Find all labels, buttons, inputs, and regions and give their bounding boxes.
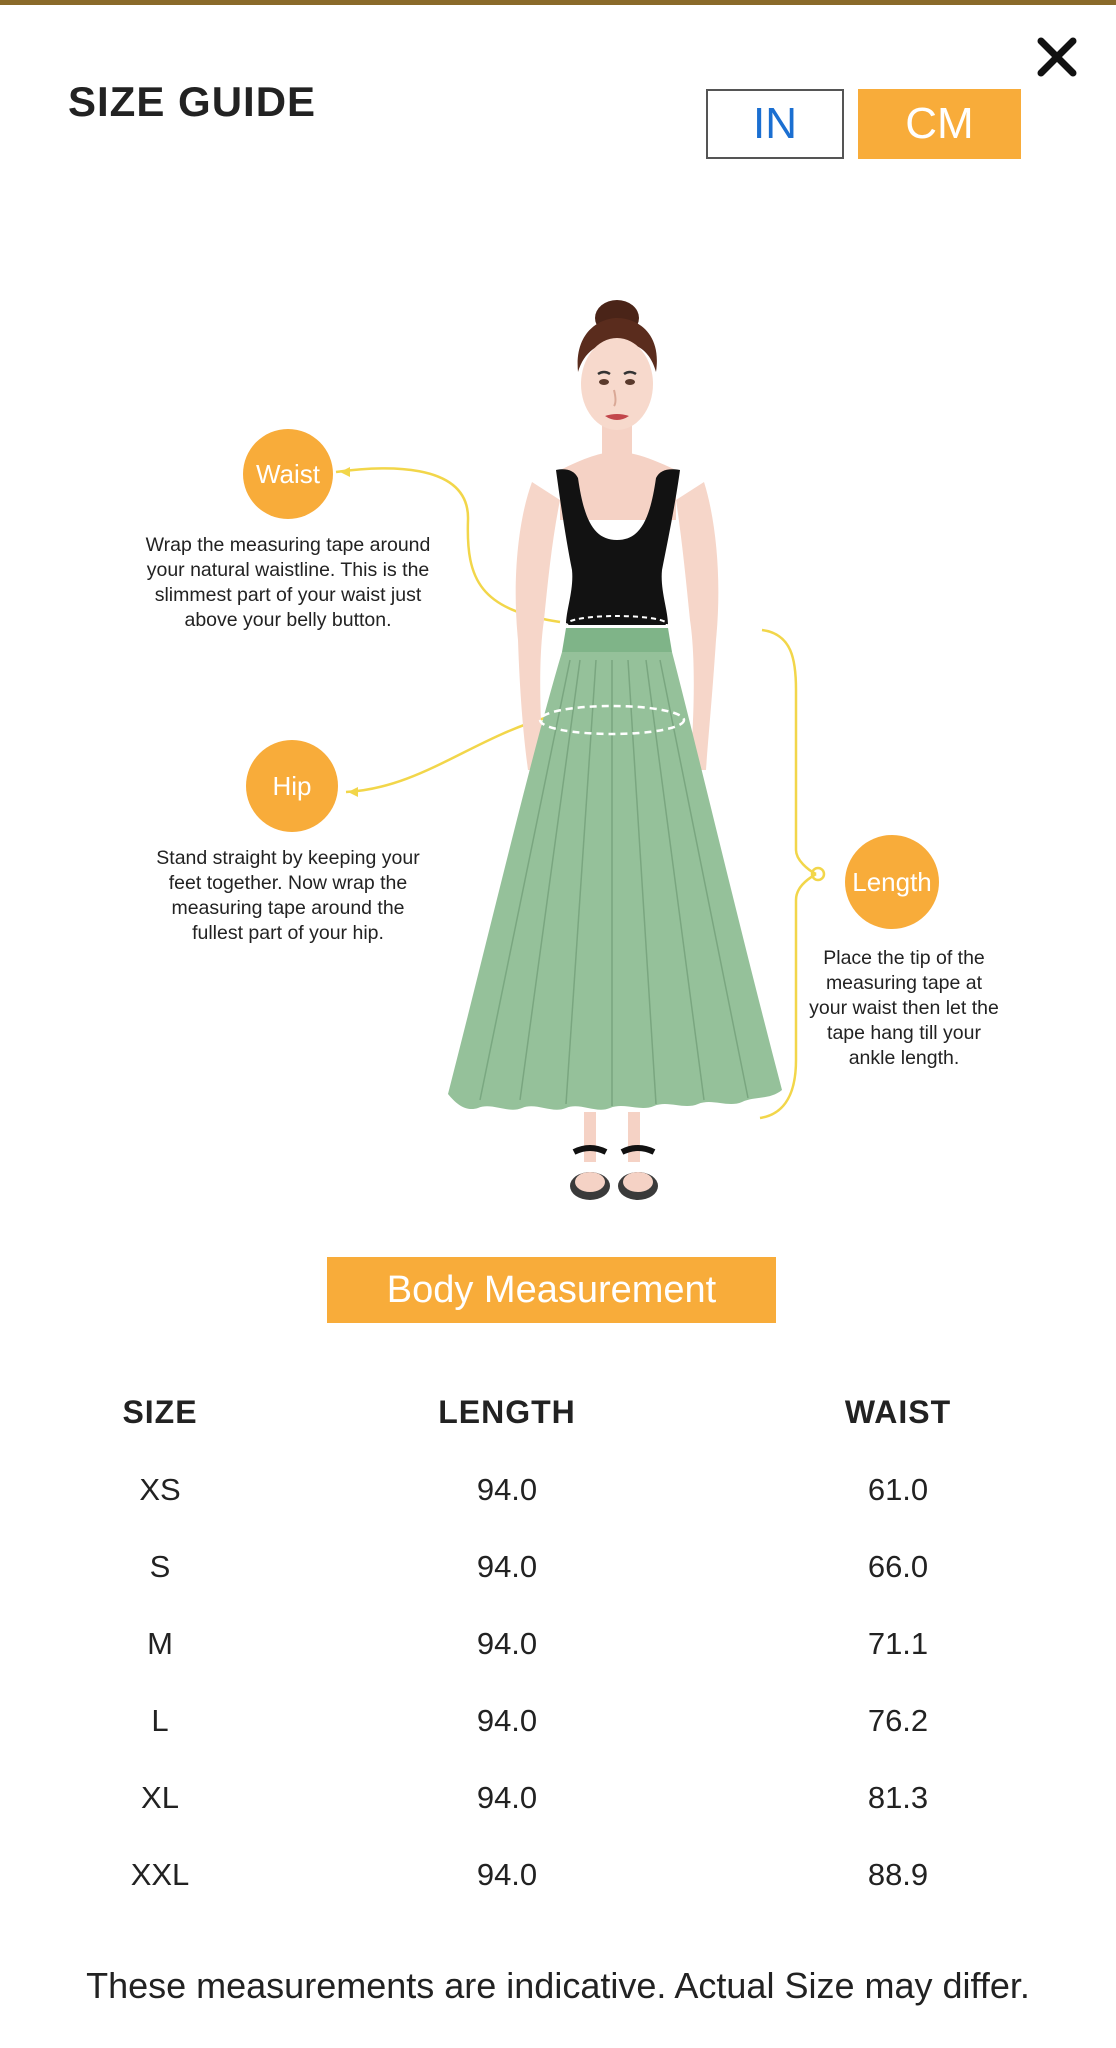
length-cell: 94.0 xyxy=(476,1780,538,1815)
table-header-waist: WAIST xyxy=(844,1394,952,1430)
unit-toggle-cm[interactable]: CM xyxy=(858,89,1021,159)
length-instruction: Place the tip of the measuring tape at your waist then let the tape hang till your ankle length. xyxy=(809,947,999,1069)
table-header-length: LENGTH xyxy=(438,1394,576,1430)
waist-cell: 66.0 xyxy=(867,1549,929,1584)
measurement-illustration xyxy=(0,280,1116,1220)
size-cell: XXL xyxy=(130,1857,190,1892)
hip-label-bubble: Hip xyxy=(246,740,338,832)
size-cell: M xyxy=(147,1626,173,1661)
table-row xyxy=(0,1452,1116,1529)
disclaimer-text: These measurements are indicative. Actual Size may differ. xyxy=(86,1965,1030,2006)
waist-cell: 88.9 xyxy=(867,1857,929,1892)
table-row xyxy=(0,1683,1116,1760)
hip-instruction: Stand straight by keeping your feet together. Now wrap the measuring tape around the fullest part of your hip. xyxy=(156,847,420,944)
close-button[interactable] xyxy=(1030,30,1084,84)
waist-cell: 81.3 xyxy=(867,1780,929,1815)
unit-toggle-in[interactable]: IN xyxy=(706,89,844,159)
table-row xyxy=(0,1760,1116,1837)
table-row xyxy=(0,1837,1116,1914)
waist-cell: 61.0 xyxy=(867,1472,929,1507)
table-row xyxy=(0,1529,1116,1606)
model-figure-image xyxy=(0,280,1116,1220)
size-cell: S xyxy=(149,1549,171,1584)
table-header-size: SIZE xyxy=(122,1394,198,1430)
size-cell: XL xyxy=(141,1780,179,1815)
body-measurement-label: Body Measurement xyxy=(327,1257,776,1323)
size-cell: L xyxy=(151,1703,169,1738)
waist-cell: 71.1 xyxy=(867,1626,929,1661)
length-cell: 94.0 xyxy=(476,1703,538,1738)
length-label-bubble: Length xyxy=(845,835,939,929)
close-icon xyxy=(1035,35,1079,79)
top-border xyxy=(0,0,1116,5)
waist-cell: 76.2 xyxy=(867,1703,929,1738)
length-cell: 94.0 xyxy=(476,1857,538,1892)
length-cell: 94.0 xyxy=(476,1472,538,1507)
waist-instruction: Wrap the measuring tape around your natural waistline. This is the slimmest part of your waist just above your belly button. xyxy=(145,534,431,631)
page-title: SIZE GUIDE xyxy=(68,78,317,125)
length-cell: 94.0 xyxy=(476,1626,538,1661)
length-cell: 94.0 xyxy=(476,1549,538,1584)
size-cell: XS xyxy=(139,1472,181,1507)
table-row xyxy=(0,1606,1116,1683)
waist-label-bubble: Waist xyxy=(243,429,333,519)
